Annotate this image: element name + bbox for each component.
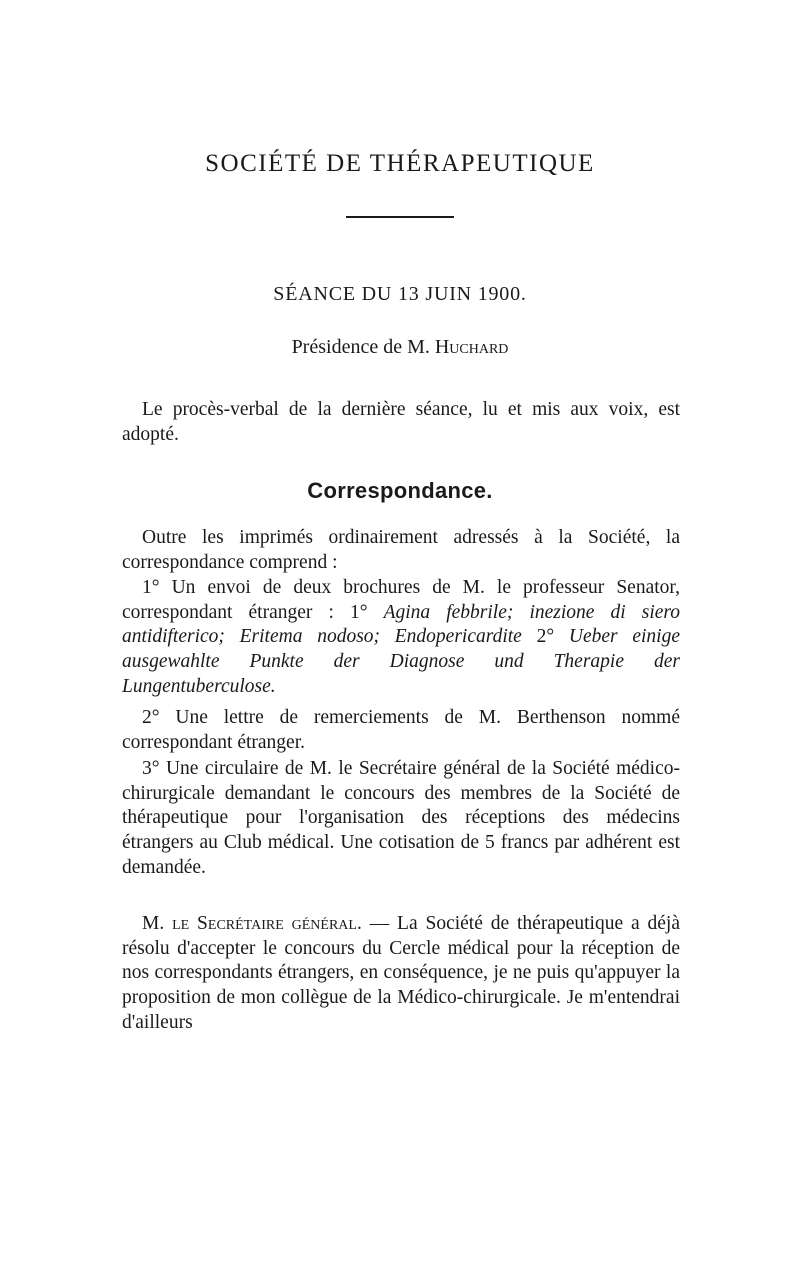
presidence-line <box>0 336 800 359</box>
speaker-name: M. le Secrétaire général. <box>142 913 362 934</box>
secretary-speech-paragraph <box>122 912 680 1036</box>
page-title: SOCIÉTÉ DE THÉRAPEUTIQUE <box>205 150 595 177</box>
correspondance-item-2: 2° Une lettre de remerciements de M. Berthenson nommé correspondant étranger. <box>122 707 680 753</box>
correspondance-heading: Correspondance. <box>307 478 493 503</box>
item-1-work-1: Agina febbrile; inezione di siero antidifterico; Eritema nodoso; Endopericardite <box>122 601 681 648</box>
item-1-mid: 2° <box>521 626 569 648</box>
correspondance-intro-paragraph: Outre les imprimés ordinairement adressés à la Société, la correspondance comprend : <box>122 527 680 573</box>
correspondance-item-1 <box>122 576 680 700</box>
speech-text: — La Société de thérapeutique a déjà résolu d'accepter le concours du Cercle médical pour la réception de nos correspondants étrangers, en conséquence, je ne puis qu'appuyer la proposition de mon collègue de la Médico-chirurgicale. Je m'entendrai d'ailleurs <box>122 913 680 1033</box>
item-1-prefix: 1° Un envoi de deux brochures de M. le professeur Senator, correspondant étranger : 1° <box>122 577 680 623</box>
item-1-work-2: Ueber einige ausgewahlte Punkte der Diagnose und Therapie der Lungentuberculose. <box>122 626 680 697</box>
presidence-prefix: Présidence de M. <box>291 336 435 358</box>
president-name: Huchard <box>434 336 509 358</box>
correspondance-item-3: 3° Une circulaire de M. le Secrétaire général de la Société médico-chirurgicale demandant le concours des membres de la Société de thérapeutique pour l'organisation des réceptions des médecins étrangers au Club médical. Une cotisation de 5 francs par adhérent est demandée. <box>122 758 680 878</box>
meeting-date: SÉANCE DU 13 JUIN 1900. <box>273 283 527 305</box>
title-divider <box>346 216 454 218</box>
minutes-adopted-paragraph: Le procès-verbal de la dernière séance, lu et mis aux voix, est adopté. <box>122 399 680 445</box>
